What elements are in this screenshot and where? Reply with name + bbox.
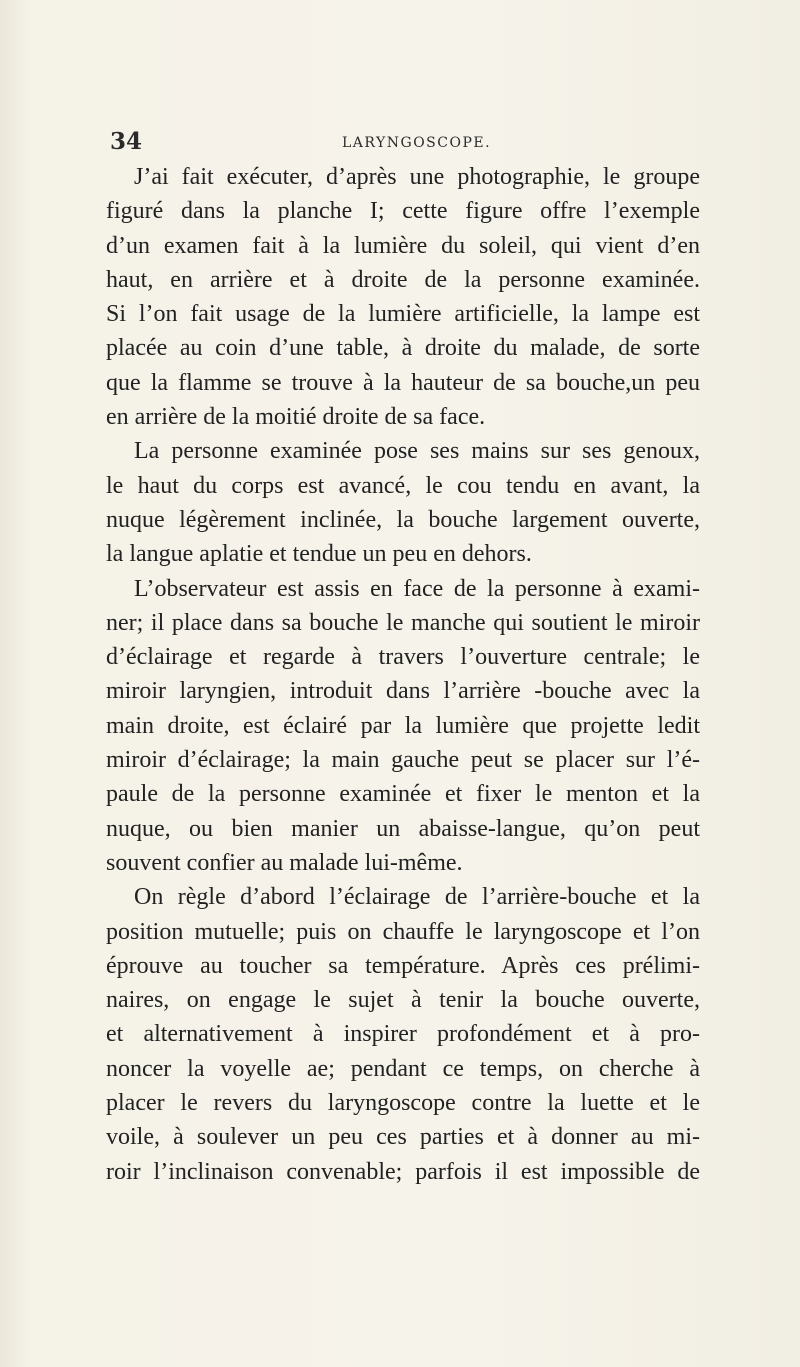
text-line: paule de la personne examinée et fixer le menton et la [106, 781, 700, 808]
text-line: et alternativement à inspirer profondément et à pro- [106, 1021, 700, 1048]
text-line: Si l’on fait usage de la lumière artificielle, la lampe est [106, 301, 700, 328]
text-line: en arrière de la moitié droite de sa face. [106, 404, 486, 431]
text-line: miroir d’éclairage; la main gauche peut se placer sur l’é- [106, 747, 700, 774]
text-line: la langue aplatie et tendue un peu en dehors. [106, 541, 532, 568]
text-line: le haut du corps est avancé, le cou tendu en avant, la [106, 472, 700, 499]
text-line: miroir laryngien, introduit dans l’arrière -bouche avec la [106, 678, 700, 705]
text-line: placer le revers du laryngoscope contre la luette et le [106, 1090, 700, 1117]
text-line: ner; il place dans sa bouche le manche qui soutient le miroir [106, 609, 700, 636]
text-line: haut, en arrière et à droite de la personne examinée. [106, 266, 700, 293]
text-line: placée au coin d’une table, à droite du malade, de sorte [106, 335, 700, 362]
text-line: voile, à soulever un peu ces parties et à donner au mi- [106, 1124, 700, 1151]
text-line: nuque légèrement inclinée, la bouche largement ouverte, [106, 506, 700, 533]
text-line: noncer la voyelle ae; pendant ce temps, on cherche à [106, 1055, 700, 1082]
body-text [106, 160, 700, 1189]
text-line: d’éclairage et regarde à travers l’ouverture centrale; le [106, 644, 700, 671]
paragraph-3 [106, 572, 700, 881]
page-header [110, 128, 710, 158]
text-line: naires, on engage le sujet à tenir la bouche ouverte, [106, 987, 700, 1014]
text-line: L’observateur est assis en face de la personne à exami- [134, 575, 700, 602]
paragraph-1 [106, 160, 700, 434]
text-line: roir l’inclinaison convenable; parfois il est impossible de [106, 1158, 700, 1185]
text-line: d’un examen fait à la lumière du soleil, qui vient d’en [106, 232, 700, 259]
text-line: main droite, est éclairé par la lumière que projette ledit [106, 712, 700, 739]
text-line: nuque, ou bien manier un abaisse-langue, qu’on peut [106, 815, 700, 842]
page-number: 34 [110, 128, 143, 155]
text-line: position mutuelle; puis on chauffe le laryngoscope et l’on [106, 918, 700, 945]
running-head: LARYNGOSCOPE. [342, 135, 492, 151]
text-line: éprouve au toucher sa température. Après ces prélimi- [106, 952, 700, 979]
text-line: que la flamme se trouve à la hauteur de sa bouche,un peu [106, 369, 700, 396]
paragraph-4 [106, 880, 700, 1189]
paragraph-2 [106, 434, 700, 571]
text-line: souvent confier au malade lui-même. [106, 849, 463, 876]
text-line: On règle d’abord l’éclairage de l’arrière-bouche et la [134, 884, 700, 911]
text-line: figuré dans la planche I; cette figure offre l’exemple [106, 198, 700, 225]
text-line: J’ai fait exécuter, d’après une photographie, le groupe [134, 164, 700, 190]
text-line: La personne examinée pose ses mains sur ses genoux, [134, 438, 700, 465]
